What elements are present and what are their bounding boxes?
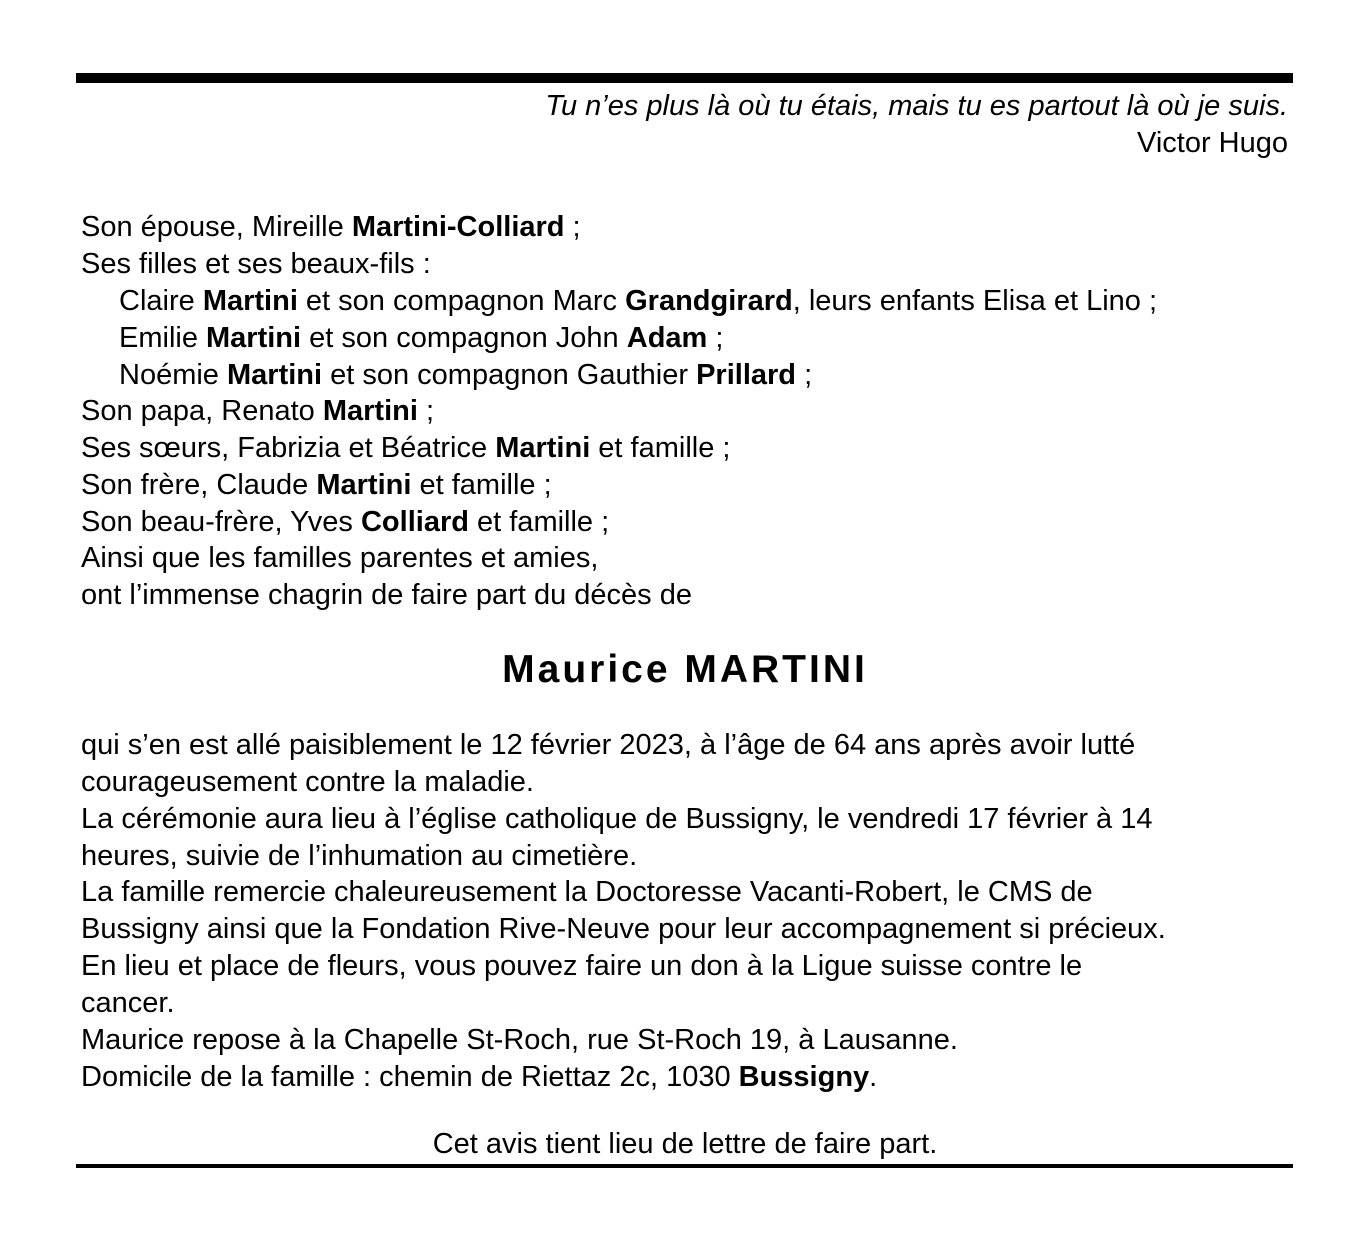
bottom-rule: [76, 1164, 1293, 1168]
family-line-brother: Son frère, Claude Martini et famille ;: [81, 469, 552, 501]
family-line-daughter-claire: Claire Martini et son compagnon Marc Grandgirard, leurs enfants Elisa et Lino ;: [119, 285, 1158, 317]
family-line-daughter-emilie: Emilie Martini et son compagnon John Adam ;: [119, 322, 724, 354]
family-line-brother-in-law: Son beau-frère, Yves Colliard et famille ;: [81, 506, 610, 538]
family-line-sisters: Ses sœurs, Fabrizia et Béatrice Martini et famille ;: [81, 432, 731, 464]
epigraph-author: Victor Hugo: [1137, 127, 1288, 159]
family-line-father: Son papa, Renato Martini ;: [81, 395, 435, 427]
body-line: En lieu et place de fleurs, vous pouvez faire un don à la Ligue suisse contre le: [81, 950, 1083, 982]
family-line-daughter-noemie: Noémie Martini et son compagnon Gauthier Prillard ;: [119, 359, 813, 391]
family-line-daughters-heading: Ses filles et ses beaux-fils :: [81, 248, 431, 280]
body-line: cancer.: [81, 987, 175, 1019]
family-line-announcement: ont l’immense chagrin de faire part du décès de: [81, 579, 692, 611]
epigraph-quote: Tu n’es plus là où tu étais, mais tu es partout là où je suis.: [545, 90, 1288, 122]
family-address-line: Domicile de la famille : chemin de Riettaz 2c, 1030 Bussigny.: [81, 1061, 878, 1093]
body-line: La famille remercie chaleureusement la Doctoresse Vacanti-Robert, le CMS de: [81, 876, 1093, 908]
body-line: Bussigny ainsi que la Fondation Rive-Neuve pour leur accompagnement si précieux.: [81, 913, 1166, 945]
family-line-spouse: Son épouse, Mireille Martini-Colliard ;: [81, 211, 581, 243]
top-rule: [76, 73, 1293, 83]
epigraph: [545, 88, 1288, 162]
body-line: heures, suivie de l’inhumation au cimetière.: [81, 840, 638, 872]
body-line: qui s’en est allé paisiblement le 12 février 2023, à l’âge de 64 ans après avoir lutté: [81, 729, 1136, 761]
body-line: courageusement contre la maladie.: [81, 766, 534, 798]
family-line-relatives: Ainsi que les familles parentes et amies,: [81, 542, 599, 574]
closing-note: Cet avis tient lieu de lettre de faire part.: [432, 1128, 938, 1160]
body-line: Maurice repose à la Chapelle St-Roch, rue St-Roch 19, à Lausanne.: [81, 1024, 958, 1056]
body-line: La cérémonie aura lieu à l’église catholique de Bussigny, le vendredi 17 février à 14: [81, 803, 1153, 835]
deceased-name: Maurice MARTINI: [502, 648, 868, 691]
